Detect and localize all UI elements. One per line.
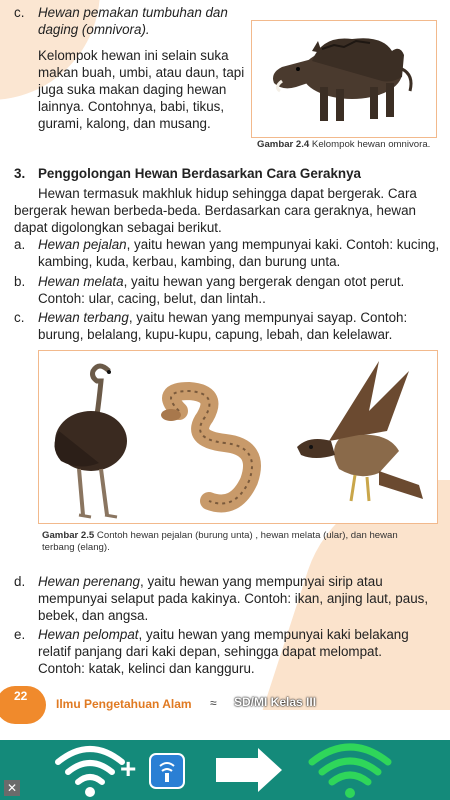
list-marker: e.: [14, 627, 26, 642]
figure-caption: Gambar 2.4 Kelompok hewan omnivora.: [257, 139, 431, 150]
plus-symbol: +: [120, 753, 137, 784]
section-number: 3.: [14, 166, 26, 181]
paragraph-line: gurami, kalong, dan musang.: [38, 116, 211, 131]
list-item-line: bebek, dan angsa.: [38, 608, 149, 623]
arrow-right-icon: [216, 748, 282, 792]
snake-icon: [161, 391, 252, 504]
list-item-line: burung, belalang, kupu-kupu, capung, lebah, dan kelelawar.: [38, 327, 393, 342]
footer-separator: ≈: [210, 696, 217, 710]
paragraph-line: dapat digolongkan sebagai berikut.: [14, 220, 222, 235]
paragraph-line: lainnya. Contohnya, babi, tikus,: [38, 99, 225, 114]
list-item-line: Contoh: katak, kelinci dan kangguru.: [38, 661, 255, 676]
list-item-line: kambing, kuda, kerbau, kambing, dan burung unta.: [38, 254, 341, 269]
figure-locomotion: [38, 350, 438, 524]
close-ad-button[interactable]: ✕: [4, 780, 20, 796]
book-title: Ilmu Pengetahuan Alam: [56, 697, 192, 711]
ostrich-icon: [54, 366, 127, 517]
list-marker: b.: [14, 274, 26, 289]
section-title: daging (omnivora).: [38, 22, 150, 37]
paragraph-line: juga suka makan daging hewan: [38, 82, 227, 97]
list-item-line: Contoh: ular, cacing, belut, dan lintah..: [38, 291, 266, 306]
wifi-booster-app-icon: [150, 754, 184, 788]
list-item-line: relatif panjang dari kaki depan, sehingga dapat melompat.: [38, 644, 382, 659]
list-item: Hewan perenang, yaitu hewan yang mempunyai sirip atau: [38, 574, 383, 589]
list-marker: d.: [14, 574, 26, 589]
class-label: SD/MI Kelas III: [234, 695, 317, 709]
boar-icon: [252, 21, 436, 137]
ad-banner[interactable]: [0, 740, 450, 800]
figure-caption: terbang (elang).: [42, 542, 110, 553]
list-item: Hewan melata, yaitu hewan yang bergerak dengan otot perut.: [38, 274, 405, 289]
list-item: Hewan terbang, yaitu hewan yang mempunyai sayap. Contoh:: [38, 310, 408, 325]
list-item-line: mempunyai selaput pada kakinya. Contoh: ikan, anjing laut, paus,: [38, 591, 429, 606]
list-item: Hewan pejalan, yaitu hewan yang mempunyai kaki. Contoh: kucing,: [38, 237, 440, 252]
figure-omnivore: [251, 20, 437, 138]
list-marker: c.: [14, 310, 25, 325]
figure-caption: Gambar 2.5 Contoh hewan pejalan (burung unta) , hewan melata (ular), dan hewan: [42, 530, 398, 541]
paragraph-line: makan buah, umbi, atau daun, tapi: [38, 65, 245, 80]
section-title: Hewan pemakan tumbuhan dan: [38, 5, 228, 20]
paragraph-line: bergerak hewan berbeda-beda. Berdasarkan cara geraknya, hewan: [14, 203, 416, 218]
section-heading: Penggolongan Hewan Berdasarkan Cara Geraknya: [38, 166, 361, 181]
paragraph-line: Kelompok hewan ini selain suka: [38, 48, 229, 63]
list-marker: c.: [14, 5, 25, 20]
wifi-strong-icon: [312, 747, 388, 798]
paragraph-line: Hewan termasuk makhluk hidup sehingga dapat bergerak. Cara: [38, 186, 417, 201]
wifi-icon: [58, 749, 122, 797]
list-marker: a.: [14, 237, 26, 252]
page-number: 22: [0, 686, 46, 724]
eagle-icon: [297, 361, 423, 501]
list-item: Hewan pelompat, yaitu hewan yang mempunyai kaki belakang: [38, 627, 409, 642]
